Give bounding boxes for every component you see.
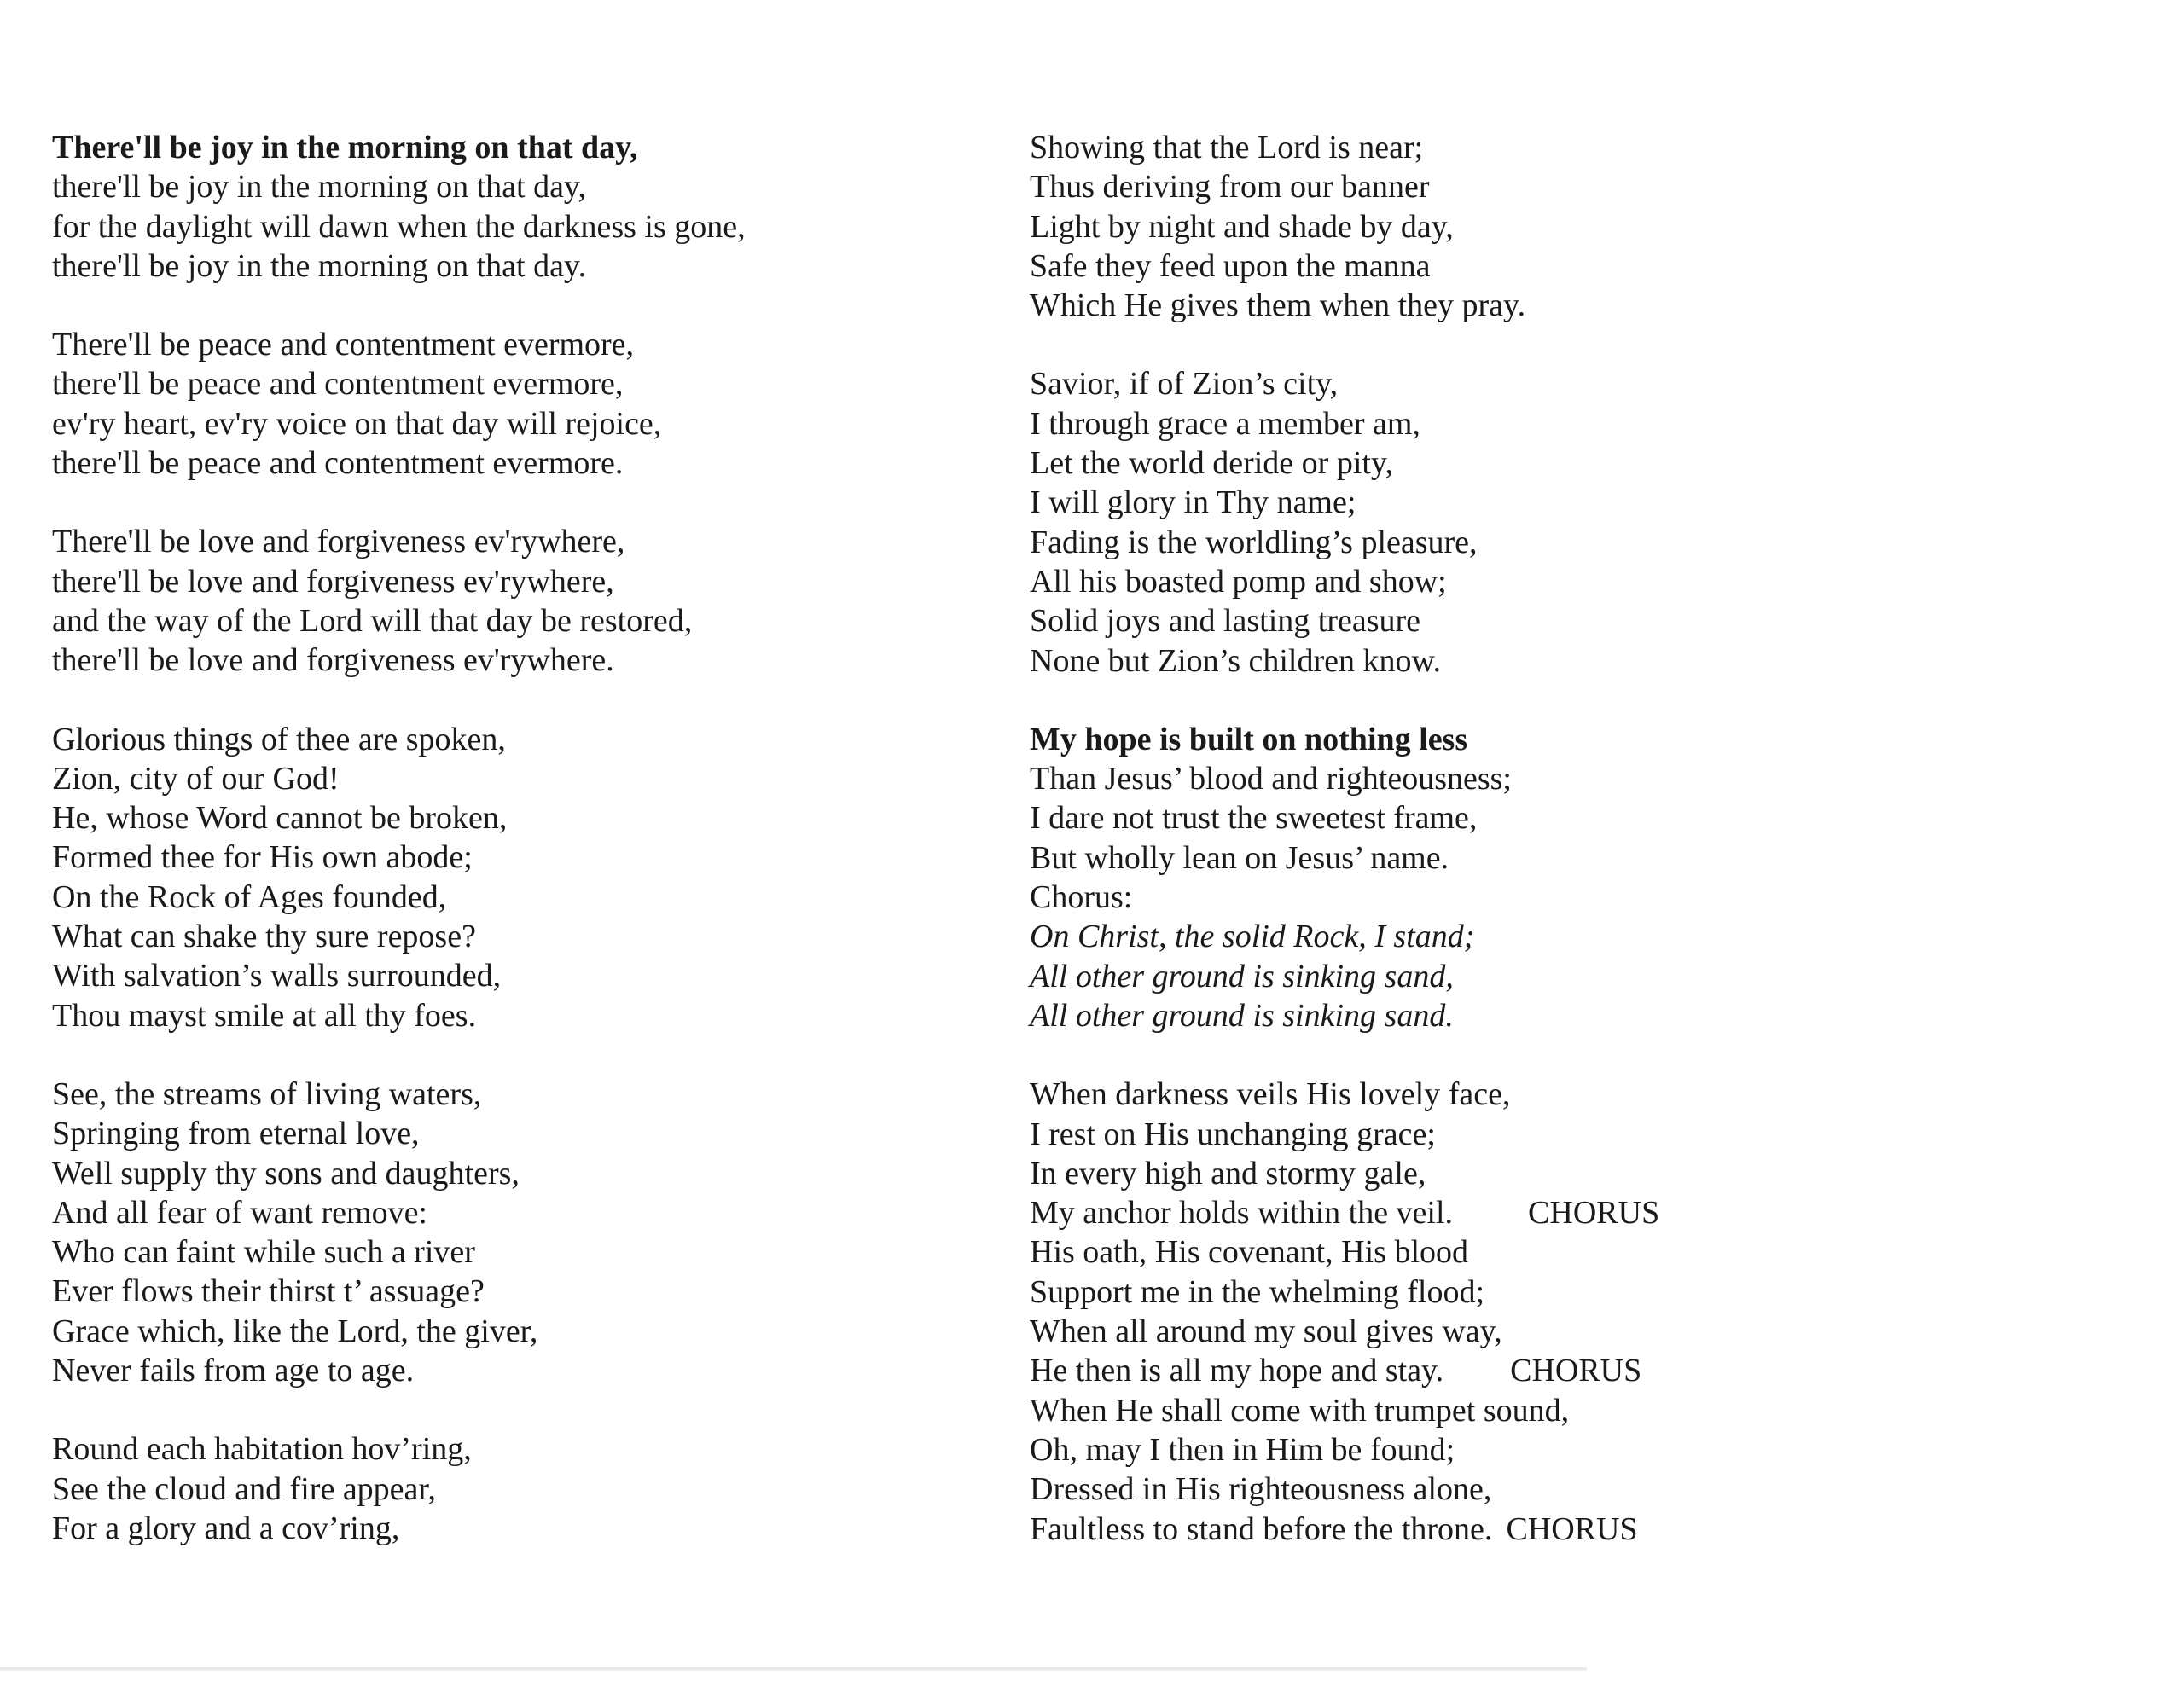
- right-column: [1030, 128, 1883, 1588]
- verse-line: All his boasted pomp and show;: [1030, 563, 1447, 600]
- stanza-joy-in-the-morning: [52, 128, 990, 286]
- verse-text: My anchor holds within the veil.: [1030, 1195, 1454, 1232]
- verse-line-with-chorus: [1030, 1193, 1883, 1232]
- verse-line: there'll be love and forgiveness ev'rywhere.: [52, 642, 614, 679]
- verse-line: Dressed in His righteousness alone,: [1030, 1471, 1492, 1508]
- verse-line: Support me in the whelming flood;: [1030, 1273, 1485, 1310]
- verse-line: Solid joys and lasting treasure: [1030, 603, 1421, 640]
- verse-line: Springing from eternal love,: [52, 1116, 420, 1152]
- chorus-line: On Christ, the solid Rock, I stand;: [1030, 919, 1475, 955]
- verse-text: Faultless to stand before the throne.: [1030, 1510, 1493, 1547]
- verse-line: In every high and stormy gale,: [1030, 1155, 1426, 1191]
- chorus-marker: CHORUS: [1510, 1353, 1642, 1389]
- verse-line: What can shake thy sure repose?: [52, 919, 476, 955]
- verse-line: Safe they feed upon the manna: [1030, 247, 1431, 284]
- verse-line: For a glory and a cov’ring,: [52, 1510, 400, 1546]
- stanza-my-hope-is-built: [1030, 720, 1883, 1035]
- verse-line: On the Rock of Ages founded,: [52, 878, 447, 915]
- verse-line: Glorious things of thee are spoken,: [52, 721, 506, 757]
- stanza-peace-and-contentment: [52, 325, 990, 483]
- verse-line: there'll be love and forgiveness ev'rywhere,: [52, 563, 614, 600]
- verse-line: there'll be peace and contentment evermore.: [52, 445, 624, 482]
- scan-edge-line: [0, 1667, 1587, 1671]
- verse-line: Grace which, like the Lord, the giver,: [52, 1313, 538, 1349]
- verse-line: Well supply thy sons and daughters,: [52, 1155, 520, 1191]
- verse-line-with-chorus: [1030, 1351, 1883, 1390]
- stanza-lord-is-near: [1030, 128, 1883, 325]
- verse-line: I through grace a member am,: [1030, 405, 1420, 442]
- verse-line: None but Zion’s children know.: [1030, 642, 1441, 679]
- verse-text: He then is all my hope and stay.: [1030, 1353, 1444, 1389]
- stanza-savior-zions-city: [1030, 364, 1883, 680]
- verse-line: And all fear of want remove:: [52, 1194, 427, 1231]
- verse-line: ev'ry heart, ev'ry voice on that day will rejoice,: [52, 405, 662, 442]
- verse-line: Thou mayst smile at all thy foes.: [52, 997, 477, 1034]
- verse-line: With salvation’s walls surrounded,: [52, 958, 502, 994]
- verse-line: and the way of the Lord will that day be restored,: [52, 602, 693, 639]
- chorus-marker: CHORUS: [1528, 1195, 1660, 1232]
- verse-line: I rest on His unchanging grace;: [1030, 1116, 1436, 1152]
- chorus-line: All other ground is sinking sand,: [1030, 958, 1454, 994]
- verse-line: When He shall come with trumpet sound,: [1030, 1392, 1570, 1429]
- verse-line-with-chorus: [1030, 1510, 1883, 1549]
- verse-line: When darkness veils His lovely face,: [1030, 1076, 1511, 1113]
- left-column: [52, 128, 990, 1587]
- verse-line: Than Jesus’ blood and righteousness;: [1030, 761, 1512, 797]
- chorus-label: Chorus:: [1030, 879, 1133, 916]
- chorus-line: All other ground is sinking sand.: [1030, 997, 1454, 1034]
- chorus-marker: CHORUS: [1506, 1510, 1638, 1547]
- verse-line: See the cloud and fire appear,: [52, 1470, 437, 1507]
- verse-line: for the daylight will dawn when the darkness is gone,: [52, 208, 746, 245]
- verse-line: See, the streams of living waters,: [52, 1075, 482, 1112]
- verse-line: there'll be peace and contentment evermore,: [52, 366, 624, 403]
- verse-line: there'll be joy in the morning on that day,: [52, 169, 586, 206]
- stanza-glorious-things: [52, 720, 990, 1035]
- verse-line: Formed thee for His own abode;: [52, 839, 473, 876]
- verse-line: Oh, may I then in Him be found;: [1030, 1431, 1455, 1468]
- verse-line: Ever flows their thirst t’ assuage?: [52, 1273, 485, 1310]
- verse-line: Light by night and shade by day,: [1030, 208, 1454, 245]
- verse-line: I dare not trust the sweetest frame,: [1030, 800, 1478, 837]
- verse-line: Let the world deride or pity,: [1030, 445, 1393, 482]
- verse-line: He, whose Word cannot be broken,: [52, 800, 508, 837]
- verse-line: There'll be peace and contentment evermore,: [52, 327, 635, 363]
- verse-line: I will glory in Thy name;: [1030, 484, 1356, 521]
- verse-line: Round each habitation hov’ring,: [52, 1431, 472, 1468]
- verse-line: Which He gives them when they pray.: [1030, 287, 1526, 324]
- stanza-darkness-veils: [1030, 1075, 1883, 1549]
- verse-line: Never fails from age to age.: [52, 1353, 415, 1389]
- verse-line: Savior, if of Zion’s city,: [1030, 366, 1339, 403]
- stanza-streams-of-living-waters: [52, 1075, 990, 1390]
- verse-line: Fading is the worldling’s pleasure,: [1030, 524, 1478, 560]
- verse-line: Thus deriving from our banner: [1030, 169, 1430, 206]
- verse-line: Showing that the Lord is near;: [1030, 130, 1424, 165]
- stanza-habitation-hovring: [52, 1429, 990, 1548]
- verse-line: His oath, His covenant, His blood: [1030, 1234, 1469, 1271]
- verse-line: Who can faint while such a river: [52, 1234, 475, 1271]
- verse-line: But wholly lean on Jesus’ name.: [1030, 839, 1449, 876]
- verse-line: There'll be love and forgiveness ev'rywhere,: [52, 524, 625, 560]
- stanza-title: There'll be joy in the morning on that day,: [52, 130, 638, 165]
- stanza-love-and-forgiveness: [52, 522, 990, 680]
- verse-line: When all around my soul gives way,: [1030, 1313, 1502, 1350]
- verse-line: there'll be joy in the morning on that day.: [52, 247, 586, 284]
- stanza-title: My hope is built on nothing less: [1030, 721, 1468, 757]
- verse-line: Zion, city of our God!: [52, 760, 340, 797]
